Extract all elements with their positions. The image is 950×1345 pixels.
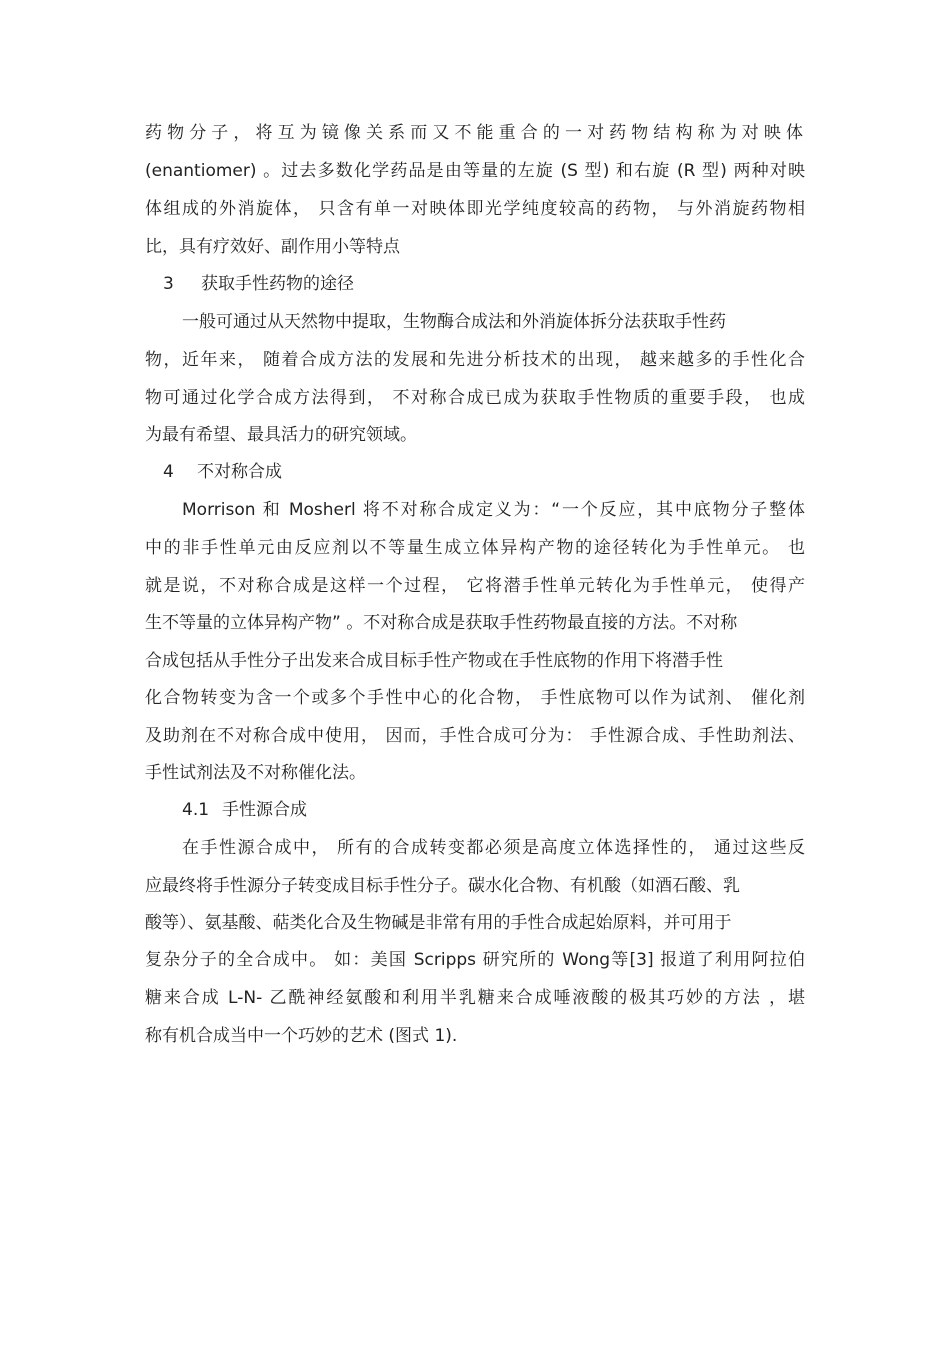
- heading-number: 3: [163, 274, 174, 294]
- paragraph-line: 称有机合成当中一个巧妙的艺术 (图式 1).: [145, 1026, 458, 1046]
- paragraph-line: 物可通过化学合成方法得到， 不对称合成已成为获取手性物质的重要手段， 也成: [145, 388, 805, 408]
- paragraph-line: 为最有希望、最具活力的研究领域。: [145, 425, 417, 445]
- paragraph-line: 药物分子，将互为镜像关系而又不能重合的一对药物结构称为对映体: [145, 123, 805, 143]
- paragraph-line: 一般可通过从天然物中提取，生物酶合成法和外消旋体拆分法获取手性药: [182, 312, 726, 332]
- heading-text: 获取手性药物的途径: [201, 274, 354, 294]
- paragraph-line: 手性试剂法及不对称催化法。: [145, 763, 366, 783]
- paragraph-line: 就是说，不对称合成是这样一个过程， 它将潜手性单元转化为手性单元， 使得产: [145, 576, 805, 596]
- heading-text: 不对称合成: [197, 462, 282, 482]
- paragraph-line: 体组成的外消旋体， 只含有单一对映体即光学纯度较高的药物， 与外消旋药物相: [145, 199, 805, 219]
- paragraph-line: 化合物转变为含一个或多个手性中心的化合物， 手性底物可以作为试剂、 催化剂: [145, 688, 805, 708]
- paragraph-line: 在手性源合成中， 所有的合成转变都必须是高度立体选择性的， 通过这些反: [182, 838, 805, 858]
- paragraph-line: 糖来合成 L-N- 乙酰神经氨酸和利用半乳糖来合成唾液酸的极其巧妙的方法 ，堪: [145, 988, 805, 1008]
- heading-text: 手性源合成: [222, 800, 307, 820]
- heading-number: 4: [163, 462, 174, 482]
- paragraph-line: 比，具有疗效好、副作用小等特点: [145, 237, 400, 257]
- paragraph-line: 物，近年来， 随着合成方法的发展和先进分析技术的出现， 越来越多的手性化合: [145, 350, 805, 370]
- paragraph-line: 酸等）、氨基酸、萜类化合及生物碱是非常有用的手性合成起始原料，并可用于: [145, 913, 732, 933]
- section-heading-4: [163, 459, 803, 485]
- paragraph-line: 应最终将手性源分子转变成目标手性分子。碳水化合物、有机酸（如酒石酸、乳: [145, 876, 740, 896]
- paragraph-line: 中的非手性单元由反应剂以不等量生成立体异构产物的途径转化为手性单元。 也: [145, 538, 805, 558]
- paragraph-line: 合成包括从手性分子出发来合成目标手性产物或在手性底物的作用下将潜手性: [145, 651, 723, 671]
- heading-number: 4.1: [182, 800, 210, 820]
- section-heading-4-1: [182, 797, 802, 823]
- paragraph-line: 生不等量的立体异构产物” 。不对称合成是获取手性药物最直接的方法。不对称: [145, 613, 738, 633]
- paragraph-line: 及助剂在不对称合成中使用， 因而，手性合成可分为： 手性源合成、手性助剂法、: [145, 726, 805, 746]
- paragraph-line: (enantiomer) 。过去多数化学药品是由等量的左旋 (S 型) 和右旋 (R 型) 两种对映: [145, 161, 805, 181]
- paragraph-line: 复杂分子的全合成中。 如：美国 Scripps 研究所的 Wong等[3] 报道了利用阿拉伯: [145, 950, 805, 970]
- paragraph-line: Morrison 和 Mosherl 将不对称合成定义为：“一个反应，其中底物分子整体: [182, 500, 805, 520]
- section-heading-3: [163, 271, 803, 297]
